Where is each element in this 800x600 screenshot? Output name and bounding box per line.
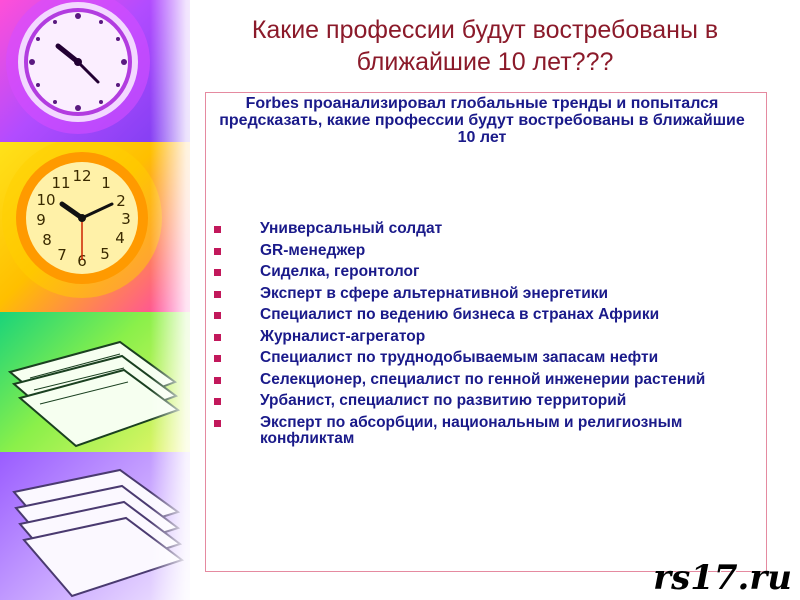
list-item: [212, 393, 757, 409]
square-bullet-icon: [214, 248, 221, 255]
list-item-label: Сиделка, геронтолог: [260, 263, 420, 280]
square-bullet-icon: [214, 420, 221, 427]
list-item-label: Эксперт по абсорбции, национальным и религиозным конфликтам: [260, 413, 683, 447]
square-bullet-icon: [214, 355, 221, 362]
list-item-label: Универсальный солдат: [260, 220, 443, 237]
square-bullet-icon: [214, 312, 221, 319]
strip-fade: [150, 0, 190, 600]
svg-text:3: 3: [121, 210, 131, 228]
svg-text:7: 7: [57, 246, 67, 264]
svg-text:2: 2: [116, 192, 126, 210]
square-bullet-icon: [214, 334, 221, 341]
svg-text:5: 5: [100, 245, 110, 263]
svg-text:1: 1: [101, 174, 111, 192]
decorative-image-strip: [0, 0, 190, 600]
list-item: [212, 264, 757, 280]
svg-text:8: 8: [42, 231, 52, 249]
list-item: [212, 307, 757, 323]
list-item-label: Урбанист, специалист по развитию территорий: [260, 392, 627, 409]
list-item: [212, 243, 757, 259]
square-bullet-icon: [214, 398, 221, 405]
square-bullet-icon: [214, 377, 221, 384]
intro-text: Forbes проанализировал глобальные тренды и попытался предсказать, какие профессии будут востребованы в ближайшие 10 лет: [219, 95, 745, 146]
svg-text:4: 4: [115, 229, 125, 247]
square-bullet-icon: [214, 269, 221, 276]
list-item: [212, 286, 757, 302]
list-item: [212, 350, 757, 366]
svg-text:6: 6: [77, 252, 87, 270]
list-item: [212, 415, 757, 447]
svg-text:10: 10: [36, 191, 56, 209]
list-item-label: Специалист по труднодобываемым запасам нефти: [260, 349, 659, 366]
list-item-label: Специалист по ведению бизнеса в странах Африки: [260, 306, 660, 323]
svg-text:12: 12: [72, 167, 92, 185]
square-bullet-icon: [214, 291, 221, 298]
list-item-label: GR-менеджер: [260, 241, 366, 259]
professions-list: [212, 221, 757, 452]
list-item: [212, 221, 757, 237]
slide-title: Какие профессии будут востребованы в ближайшие 10 лет???: [251, 16, 719, 76]
list-item-label: Селекционер, специалист по генной инженерии растений: [260, 370, 706, 388]
svg-text:11: 11: [51, 174, 71, 192]
svg-text:9: 9: [36, 211, 46, 229]
list-item: [212, 329, 757, 345]
list-item: [212, 372, 757, 388]
list-item-label: Эксперт в сфере альтернативной энергетики: [260, 284, 609, 302]
list-item-label: Журналист-агрегатор: [260, 327, 426, 345]
square-bullet-icon: [214, 226, 221, 233]
site-watermark: rs17.ru: [653, 558, 792, 598]
